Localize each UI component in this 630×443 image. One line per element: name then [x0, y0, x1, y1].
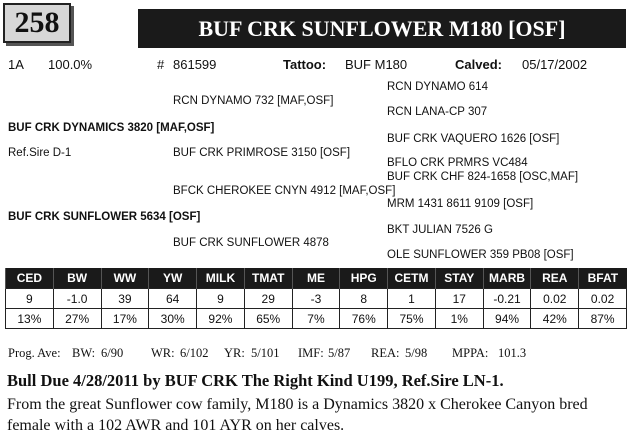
progeny-rea-label: REA:	[371, 346, 400, 360]
progeny-bw-label: BW:	[72, 346, 96, 360]
pedigree-dam: BUF CRK SUNFLOWER 5634 [OSF]	[8, 211, 201, 223]
progeny-mppa-value: 101.3	[498, 346, 527, 360]
epd-value: 8	[340, 289, 388, 309]
epd-value: 17	[435, 289, 483, 309]
epd-percentile: 65%	[244, 309, 292, 329]
calved-label: Calved:	[455, 57, 502, 72]
progeny-imf-label: IMF:	[298, 346, 324, 360]
progeny-wr-value: 6/102	[180, 346, 209, 360]
epd-header: YW	[149, 268, 197, 289]
breed-code: 1A	[8, 57, 24, 72]
pedigree-dam-sire: BFCK CHEROKEE CNYN 4912 [MAF,OSF]	[173, 185, 396, 197]
epd-percentile: 27%	[53, 309, 101, 329]
epd-value: 39	[101, 289, 149, 309]
progeny-yr-value: 5/101	[251, 346, 280, 360]
tattoo-value: BUF M180	[345, 57, 408, 72]
epd-percentile: 92%	[197, 309, 245, 329]
epd-percentile: 1%	[435, 309, 483, 329]
epd-percentile: 42%	[531, 309, 579, 329]
epd-header: CED	[6, 268, 54, 289]
epd-value: 1	[388, 289, 436, 309]
pedigree-sire-sire: RCN DYNAMO 732 [MAF,OSF]	[173, 95, 334, 107]
epd-header: HPG	[340, 268, 388, 289]
pedigree-dds: BKT JULIAN 7526 G	[387, 224, 493, 236]
epd-value: 9	[197, 289, 245, 309]
epd-percentile: 87%	[579, 309, 627, 329]
registration-number: 861599	[173, 57, 217, 72]
epd-percentile: 75%	[388, 309, 436, 329]
epd-header: STAY	[435, 268, 483, 289]
calved-date: 05/17/2002	[522, 57, 588, 72]
epd-header: CETM	[388, 268, 436, 289]
registration-label: #	[157, 57, 165, 72]
epd-percentile: 76%	[340, 309, 388, 329]
lot-number: 258	[3, 3, 71, 43]
epd-header: BFAT	[579, 268, 627, 289]
bull-due: Bull Due 4/28/2011 by BUF CRK The Right Kind U199, Ref.Sire LN-1.	[7, 371, 504, 390]
epd-value: 29	[244, 289, 292, 309]
ref-sire: Ref.Sire D-1	[8, 147, 72, 159]
pedigree-sds: BUF CRK VAQUERO 1626 [OSF]	[387, 133, 560, 145]
pedigree-dsd: MRM 1431 8611 9109 [OSF]	[387, 198, 534, 210]
description: From the great Sunflower cow family, M180 is a Dynamics 3820 x Cherokee Canyon bred female with a 102 AWR and 101 AYR on her calves.	[7, 396, 588, 434]
pedigree-sss: RCN DYNAMO 614	[387, 81, 488, 93]
pedigree-dss: BUF CRK CHF 824-1658 [OSC,MAF]	[387, 171, 579, 183]
percent-blood: 100.0%	[48, 57, 93, 72]
progeny-wr-label: WR:	[151, 346, 175, 360]
epd-value: -3	[292, 289, 340, 309]
epd-header: REA	[531, 268, 579, 289]
epd-value: 0.02	[531, 289, 579, 309]
epd-value: -0.21	[483, 289, 531, 309]
progeny-mppa-label: MPPA:	[452, 346, 489, 360]
epd-value: 9	[6, 289, 54, 309]
progeny-rea-value: 5/98	[405, 346, 428, 360]
pedigree-dam-dam: BUF CRK SUNFLOWER 4878	[173, 237, 329, 249]
epd-header: MARB	[483, 268, 531, 289]
epd-percentile: 13%	[6, 309, 54, 329]
pedigree-ddd: OLE SUNFLOWER 359 PB08 [OSF]	[387, 249, 574, 261]
tattoo-label: Tattoo:	[283, 57, 327, 72]
animal-name: BUF CRK SUNFLOWER M180 [OSF]	[138, 9, 626, 48]
epd-percentile-row	[6, 309, 627, 329]
epd-value: 64	[149, 289, 197, 309]
epd-value: 0.02	[579, 289, 627, 309]
epd-percentile: 30%	[149, 309, 197, 329]
epd-percentile: 94%	[483, 309, 531, 329]
epd-header: TMAT	[244, 268, 292, 289]
progeny-imf-value: 5/87	[328, 346, 351, 360]
pedigree-sdd: BFLO CRK PRMRS VC484	[387, 157, 528, 169]
epd-header: ME	[292, 268, 340, 289]
epd-header: BW	[53, 268, 101, 289]
epd-table	[5, 268, 627, 329]
pedigree-sire-dam: BUF CRK PRIMROSE 3150 [OSF]	[173, 147, 351, 159]
pedigree-sire: BUF CRK DYNAMICS 3820 [MAF,OSF]	[8, 122, 215, 134]
epd-header: WW	[101, 268, 149, 289]
epd-percentile: 7%	[292, 309, 340, 329]
progeny-bw-value: 6/90	[101, 346, 124, 360]
epd-header-row	[6, 268, 627, 289]
epd-value: -1.0	[53, 289, 101, 309]
pedigree-ssd: RCN LANA-CP 307	[387, 106, 488, 118]
epd-percentile: 17%	[101, 309, 149, 329]
progeny-yr-label: YR:	[224, 346, 245, 360]
progeny-label: Prog. Ave:	[8, 346, 61, 360]
epd-value-row	[6, 289, 627, 309]
epd-header: MILK	[197, 268, 245, 289]
